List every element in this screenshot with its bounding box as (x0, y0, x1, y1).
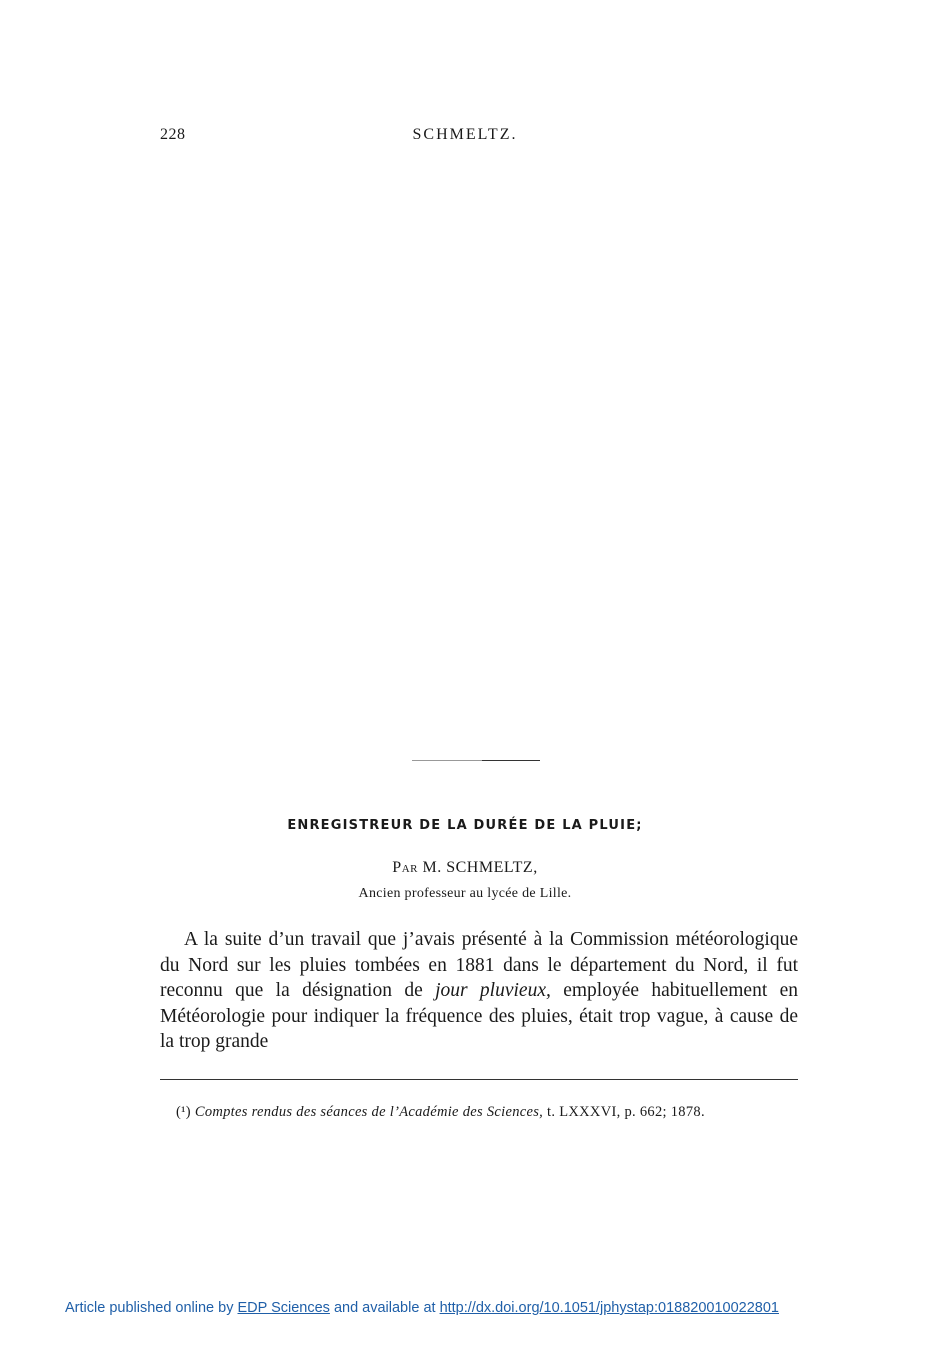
byline-prefix: Par (392, 859, 418, 876)
footnote (160, 1101, 798, 1123)
publisher-link[interactable]: EDP Sciences (237, 1300, 330, 1316)
author-name: M. SCHMELTZ, (422, 859, 538, 876)
body-text-end: employée habituellement en Météorologie pour indiquer la fréquence des pluies, était trop vague, à cause de la trop grande (160, 980, 798, 1053)
author-affiliation: Ancien professeur au lycée de Lille. (358, 886, 572, 901)
publication-footer (65, 1300, 779, 1316)
footnote-source: Comptes rendus des séances de l’Académie des Sciences, (194, 1104, 544, 1120)
body-italic-term: jour pluvieux, (435, 980, 551, 1002)
body-text-start: A la suite d’un travail que j’avais présenté à la Commission météorologique du Nord sur les pluies tombées en 1881 dans le département du Nord, il fut reconnu que la désignation de (160, 929, 798, 1002)
footer-middle: and available at (333, 1300, 436, 1316)
running-head: SCHMELTZ. (412, 126, 518, 143)
footnote-marker: (¹) (176, 1104, 191, 1120)
page-number: 228 (160, 126, 186, 143)
article-title: ENREGISTREUR DE LA DURÉE DE LA PLUIE; (287, 818, 643, 833)
byline (0, 859, 930, 877)
section-divider (412, 760, 540, 761)
footer-prefix: Article published online by (65, 1300, 234, 1316)
footnote-rule (160, 1079, 798, 1080)
doi-link[interactable]: http://dx.doi.org/10.1051/jphystap:018820010022801 (439, 1300, 779, 1316)
body-paragraph (160, 927, 798, 1055)
footnote-citation: t. LXXXVI, p. 662; 1878. (547, 1104, 705, 1120)
